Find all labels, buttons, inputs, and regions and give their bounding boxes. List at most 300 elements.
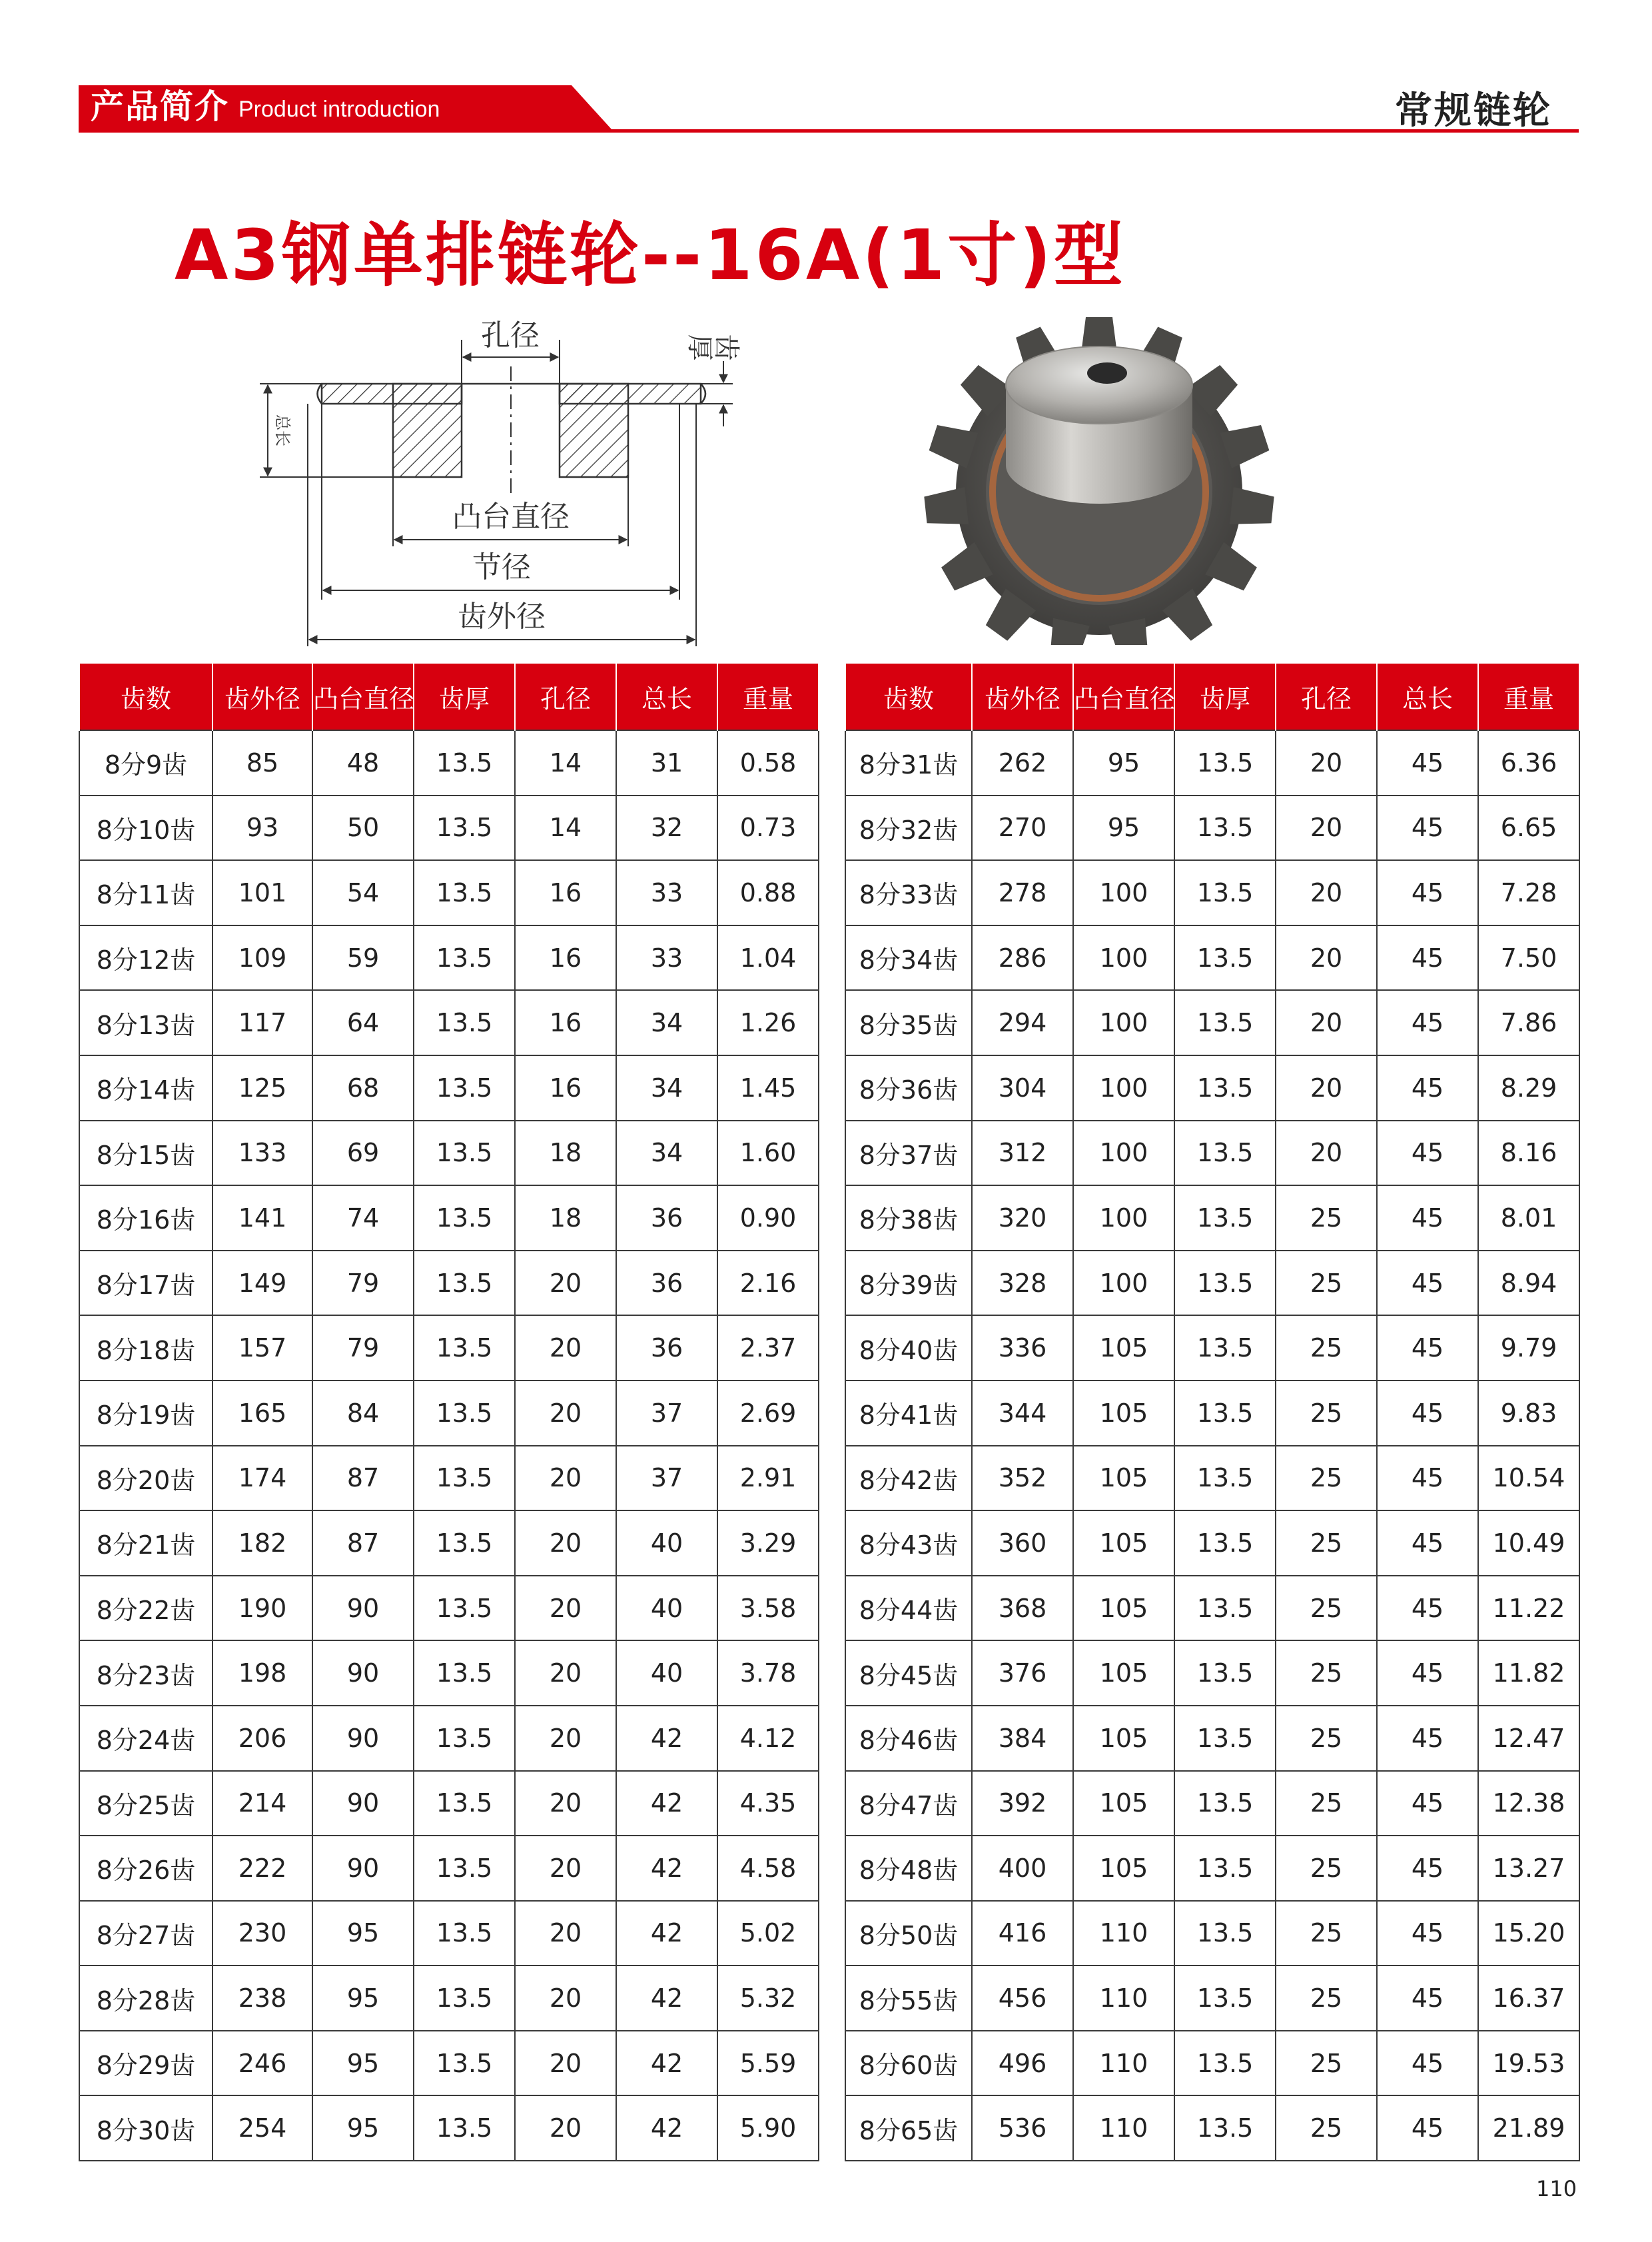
cell-weight: 13.27 <box>1478 1836 1579 1901</box>
cell-hole-diameter: 20 <box>1276 1121 1377 1186</box>
cell-weight: 8.01 <box>1478 1185 1579 1251</box>
cell-outer-diameter: 93 <box>212 796 312 861</box>
cell-total-length: 36 <box>616 1185 717 1251</box>
cell-hub-diameter: 105 <box>1073 1836 1174 1901</box>
cell-hub-diameter: 110 <box>1073 2031 1174 2096</box>
cell-tooth-count: 8分10齿 <box>79 796 212 861</box>
table-row <box>79 860 819 925</box>
cell-weight: 1.26 <box>717 990 819 1055</box>
cell-tooth-count: 8分39齿 <box>845 1251 972 1316</box>
cell-outer-diameter: 149 <box>212 1251 312 1316</box>
cell-hole-diameter: 20 <box>1276 796 1377 861</box>
cell-hub-diameter: 69 <box>312 1121 414 1186</box>
cell-total-length: 34 <box>616 1121 717 1186</box>
cell-outer-diameter: 336 <box>972 1315 1073 1381</box>
cell-weight: 21.89 <box>1478 2095 1579 2161</box>
cell-weight: 5.59 <box>717 2031 819 2096</box>
cell-outer-diameter: 254 <box>212 2095 312 2161</box>
table-row <box>845 1706 1579 1771</box>
cell-outer-diameter: 328 <box>972 1251 1073 1316</box>
cell-total-length: 33 <box>616 925 717 991</box>
cell-total-length: 45 <box>1377 1121 1478 1186</box>
cell-total-length: 45 <box>1377 2095 1478 2161</box>
header-tooth-count: 齿数 <box>845 664 972 730</box>
cell-total-length: 45 <box>1377 1315 1478 1381</box>
cell-hub-diameter: 95 <box>312 2095 414 2161</box>
cell-weight: 8.94 <box>1478 1251 1579 1316</box>
cell-tooth-count: 8分43齿 <box>845 1510 972 1576</box>
table-row <box>845 1901 1579 1966</box>
cell-tooth-thickness: 13.5 <box>414 2031 515 2096</box>
cell-hub-diameter: 100 <box>1073 860 1174 925</box>
cell-hub-diameter: 90 <box>312 1640 414 1706</box>
cell-total-length: 45 <box>1377 1706 1478 1771</box>
cell-outer-diameter: 376 <box>972 1640 1073 1706</box>
table-row <box>845 1381 1579 1446</box>
cell-outer-diameter: 125 <box>212 1055 312 1121</box>
header-section-cn: 产品简介 <box>91 87 229 126</box>
table-row <box>79 730 819 796</box>
cell-hub-diameter: 90 <box>312 1771 414 1836</box>
cell-total-length: 45 <box>1377 1055 1478 1121</box>
cell-hole-diameter: 20 <box>1276 730 1377 796</box>
cell-outer-diameter: 206 <box>212 1706 312 1771</box>
cell-total-length: 42 <box>616 1965 717 2031</box>
cell-tooth-count: 8分38齿 <box>845 1185 972 1251</box>
cell-total-length: 42 <box>616 2095 717 2161</box>
cell-tooth-thickness: 13.5 <box>1174 2095 1276 2161</box>
spec-table-left <box>79 664 819 2161</box>
cell-outer-diameter: 278 <box>972 860 1073 925</box>
cell-outer-diameter: 344 <box>972 1381 1073 1446</box>
cell-total-length: 45 <box>1377 1251 1478 1316</box>
label-pitch-diameter: 节径 <box>472 550 531 584</box>
cell-tooth-thickness: 13.5 <box>1174 730 1276 796</box>
cell-outer-diameter: 230 <box>212 1901 312 1966</box>
cell-total-length: 42 <box>616 1836 717 1901</box>
cell-tooth-thickness: 13.5 <box>1174 1381 1276 1446</box>
cell-tooth-count: 8分41齿 <box>845 1381 972 1446</box>
cell-hole-diameter: 25 <box>1276 1251 1377 1316</box>
cell-tooth-thickness: 13.5 <box>414 796 515 861</box>
cell-tooth-thickness: 13.5 <box>1174 1185 1276 1251</box>
cell-hub-diameter: 90 <box>312 1576 414 1641</box>
header-outer-diameter: 齿外径 <box>972 664 1073 730</box>
cell-tooth-thickness: 13.5 <box>414 1185 515 1251</box>
header-hole-diameter: 孔径 <box>515 664 616 730</box>
cell-hole-diameter: 20 <box>515 1446 616 1511</box>
cell-tooth-thickness: 13.5 <box>1174 1965 1276 2031</box>
cell-tooth-count: 8分19齿 <box>79 1381 212 1446</box>
cell-tooth-thickness: 13.5 <box>414 1640 515 1706</box>
cell-hole-diameter: 20 <box>1276 925 1377 991</box>
cell-total-length: 45 <box>1377 1836 1478 1901</box>
cell-hole-diameter: 16 <box>515 990 616 1055</box>
cell-tooth-count: 8分47齿 <box>845 1771 972 1836</box>
cell-tooth-count: 8分27齿 <box>79 1901 212 1966</box>
cell-total-length: 45 <box>1377 796 1478 861</box>
cell-tooth-thickness: 13.5 <box>1174 925 1276 991</box>
cell-tooth-thickness: 13.5 <box>414 1836 515 1901</box>
cell-outer-diameter: 416 <box>972 1901 1073 1966</box>
cell-hub-diameter: 68 <box>312 1055 414 1121</box>
cell-tooth-count: 8分29齿 <box>79 2031 212 2096</box>
cell-hole-diameter: 25 <box>1276 2095 1377 2161</box>
cell-tooth-thickness: 13.5 <box>1174 2031 1276 2096</box>
cell-tooth-count: 8分20齿 <box>79 1446 212 1511</box>
cell-tooth-thickness: 13.5 <box>414 1965 515 2031</box>
cell-hub-diameter: 105 <box>1073 1446 1174 1511</box>
cell-hole-diameter: 20 <box>1276 1055 1377 1121</box>
cell-tooth-count: 8分25齿 <box>79 1771 212 1836</box>
cell-tooth-thickness: 13.5 <box>414 1576 515 1641</box>
cell-tooth-thickness: 13.5 <box>1174 1771 1276 1836</box>
cell-tooth-count: 8分34齿 <box>845 925 972 991</box>
cell-hole-diameter: 25 <box>1276 1381 1377 1446</box>
cell-total-length: 45 <box>1377 1965 1478 2031</box>
cell-total-length: 34 <box>616 990 717 1055</box>
cell-hub-diameter: 95 <box>312 1965 414 2031</box>
cell-weight: 6.36 <box>1478 730 1579 796</box>
cell-hub-diameter: 105 <box>1073 1315 1174 1381</box>
cell-outer-diameter: 182 <box>212 1510 312 1576</box>
table-row <box>845 2031 1579 2096</box>
cell-hole-diameter: 25 <box>1276 1965 1377 2031</box>
cell-hole-diameter: 25 <box>1276 1706 1377 1771</box>
cell-tooth-count: 8分22齿 <box>79 1576 212 1641</box>
cell-hole-diameter: 25 <box>1276 1576 1377 1641</box>
cell-hub-diameter: 95 <box>1073 730 1174 796</box>
cell-tooth-count: 8分26齿 <box>79 1836 212 1901</box>
cell-hub-diameter: 105 <box>1073 1576 1174 1641</box>
cell-tooth-count: 8分16齿 <box>79 1185 212 1251</box>
cell-total-length: 31 <box>616 730 717 796</box>
cell-tooth-count: 8分46齿 <box>845 1706 972 1771</box>
cell-tooth-thickness: 13.5 <box>414 1901 515 1966</box>
label-hole-diameter: 孔径 <box>481 318 540 352</box>
header-outer-diameter: 齿外径 <box>212 664 312 730</box>
cell-weight: 8.16 <box>1478 1121 1579 1186</box>
cell-hub-diameter: 74 <box>312 1185 414 1251</box>
header-tooth-thickness: 齿厚 <box>414 664 515 730</box>
cell-weight: 3.29 <box>717 1510 819 1576</box>
cell-outer-diameter: 456 <box>972 1965 1073 2031</box>
cell-hub-diameter: 100 <box>1073 990 1174 1055</box>
sprocket-bore <box>1087 362 1127 384</box>
cell-hole-diameter: 20 <box>1276 990 1377 1055</box>
cell-outer-diameter: 400 <box>972 1836 1073 1901</box>
cell-tooth-thickness: 13.5 <box>414 1315 515 1381</box>
cell-weight: 12.47 <box>1478 1706 1579 1771</box>
table-row <box>845 1055 1579 1121</box>
cell-hole-diameter: 25 <box>1276 1185 1377 1251</box>
cell-tooth-thickness: 13.5 <box>414 1446 515 1511</box>
cell-hole-diameter: 25 <box>1276 1315 1377 1381</box>
cell-total-length: 45 <box>1377 1381 1478 1446</box>
cell-outer-diameter: 101 <box>212 860 312 925</box>
cell-outer-diameter: 133 <box>212 1121 312 1186</box>
cell-hole-diameter: 20 <box>515 1381 616 1446</box>
cell-tooth-thickness: 13.5 <box>1174 1510 1276 1576</box>
cell-weight: 8.29 <box>1478 1055 1579 1121</box>
cell-outer-diameter: 85 <box>212 730 312 796</box>
cell-tooth-thickness: 13.5 <box>1174 796 1276 861</box>
table-row <box>845 1510 1579 1576</box>
cell-tooth-count: 8分55齿 <box>845 1965 972 2031</box>
header-total-length: 总长 <box>616 664 717 730</box>
cell-tooth-thickness: 13.5 <box>414 1121 515 1186</box>
page-title: A3钢单排链轮--16A(1寸)型 <box>175 215 1126 296</box>
cell-tooth-count: 8分60齿 <box>845 2031 972 2096</box>
sprocket-dimension-diagram <box>253 306 786 653</box>
cell-total-length: 45 <box>1377 2031 1478 2096</box>
cell-total-length: 37 <box>616 1446 717 1511</box>
cell-total-length: 45 <box>1377 1185 1478 1251</box>
cell-total-length: 45 <box>1377 860 1478 925</box>
cell-total-length: 45 <box>1377 1771 1478 1836</box>
table-row <box>845 1771 1579 1836</box>
cell-tooth-thickness: 13.5 <box>1174 1446 1276 1511</box>
table-row <box>79 1576 819 1641</box>
cell-hub-diameter: 105 <box>1073 1771 1174 1836</box>
cell-total-length: 37 <box>616 1381 717 1446</box>
cell-tooth-count: 8分32齿 <box>845 796 972 861</box>
label-total-length: 总长 <box>273 414 292 446</box>
cell-tooth-count: 8分33齿 <box>845 860 972 925</box>
cell-tooth-thickness: 13.5 <box>1174 990 1276 1055</box>
table-body-right <box>845 730 1579 2161</box>
cell-weight: 4.58 <box>717 1836 819 1901</box>
header-rule <box>79 129 1579 133</box>
cell-tooth-count: 8分12齿 <box>79 925 212 991</box>
cell-hole-diameter: 25 <box>1276 1901 1377 1966</box>
cell-weight: 1.04 <box>717 925 819 991</box>
cell-outer-diameter: 238 <box>212 1965 312 2031</box>
header-category: 常规链轮 <box>1395 89 1552 133</box>
cell-hub-diameter: 84 <box>312 1381 414 1446</box>
cell-hole-diameter: 20 <box>515 1965 616 2031</box>
cell-tooth-count: 8分40齿 <box>845 1315 972 1381</box>
cell-total-length: 40 <box>616 1510 717 1576</box>
cell-tooth-thickness: 13.5 <box>1174 1836 1276 1901</box>
cell-total-length: 42 <box>616 2031 717 2096</box>
cell-hub-diameter: 100 <box>1073 1055 1174 1121</box>
cell-tooth-count: 8分36齿 <box>845 1055 972 1121</box>
cell-tooth-count: 8分35齿 <box>845 990 972 1055</box>
cell-weight: 2.69 <box>717 1381 819 1446</box>
cell-tooth-count: 8分50齿 <box>845 1901 972 1966</box>
hub-right-section <box>560 384 628 477</box>
cell-tooth-thickness: 13.5 <box>1174 1901 1276 1966</box>
cell-tooth-thickness: 13.5 <box>1174 1251 1276 1316</box>
cell-hole-diameter: 18 <box>515 1121 616 1186</box>
cell-hole-diameter: 14 <box>515 796 616 861</box>
cell-weight: 0.90 <box>717 1185 819 1251</box>
cell-weight: 2.37 <box>717 1315 819 1381</box>
cell-total-length: 33 <box>616 860 717 925</box>
table-row <box>79 1510 819 1576</box>
cell-weight: 7.28 <box>1478 860 1579 925</box>
cell-tooth-thickness: 13.5 <box>414 1055 515 1121</box>
cell-hole-diameter: 25 <box>1276 1836 1377 1901</box>
cell-tooth-count: 8分28齿 <box>79 1965 212 2031</box>
cell-total-length: 40 <box>616 1576 717 1641</box>
cell-hole-diameter: 20 <box>1276 860 1377 925</box>
cell-tooth-count: 8分65齿 <box>845 2095 972 2161</box>
table-row <box>845 1315 1579 1381</box>
cell-total-length: 40 <box>616 1640 717 1706</box>
cell-hole-diameter: 16 <box>515 925 616 991</box>
sprocket-product-photo <box>866 312 1332 645</box>
cell-outer-diameter: 294 <box>972 990 1073 1055</box>
cell-tooth-thickness: 13.5 <box>1174 1055 1276 1121</box>
cell-tooth-thickness: 13.5 <box>414 730 515 796</box>
cell-tooth-count: 8分42齿 <box>845 1446 972 1511</box>
cell-total-length: 45 <box>1377 730 1478 796</box>
table-row <box>845 2095 1579 2161</box>
cell-tooth-count: 8分44齿 <box>845 1576 972 1641</box>
cell-weight: 12.38 <box>1478 1771 1579 1836</box>
cell-tooth-thickness: 13.5 <box>1174 1121 1276 1186</box>
cell-weight: 0.58 <box>717 730 819 796</box>
cell-total-length: 45 <box>1377 1576 1478 1641</box>
cell-tooth-count: 8分15齿 <box>79 1121 212 1186</box>
cell-weight: 19.53 <box>1478 2031 1579 2096</box>
label-tooth-thickness: 齿厚 <box>687 330 741 360</box>
cell-tooth-thickness: 13.5 <box>1174 1640 1276 1706</box>
cell-tooth-count: 8分13齿 <box>79 990 212 1055</box>
cell-weight: 11.22 <box>1478 1576 1579 1641</box>
cell-tooth-thickness: 13.5 <box>414 990 515 1055</box>
cell-outer-diameter: 270 <box>972 796 1073 861</box>
cell-hub-diameter: 95 <box>312 2031 414 2096</box>
cell-hub-diameter: 95 <box>1073 796 1174 861</box>
header-total-length: 总长 <box>1377 664 1478 730</box>
cell-hole-diameter: 20 <box>515 1771 616 1836</box>
cell-outer-diameter: 165 <box>212 1381 312 1446</box>
table-row <box>79 990 819 1055</box>
cell-hole-diameter: 20 <box>515 1576 616 1641</box>
table-row <box>845 1576 1579 1641</box>
table-row <box>845 1185 1579 1251</box>
cell-hole-diameter: 16 <box>515 860 616 925</box>
cell-tooth-thickness: 13.5 <box>414 925 515 991</box>
cell-weight: 9.83 <box>1478 1381 1579 1446</box>
table-row <box>79 1121 819 1186</box>
table-row <box>79 2095 819 2161</box>
cell-tooth-thickness: 13.5 <box>1174 860 1276 925</box>
cell-outer-diameter: 198 <box>212 1640 312 1706</box>
cell-hole-diameter: 14 <box>515 730 616 796</box>
cell-weight: 4.35 <box>717 1771 819 1836</box>
cell-outer-diameter: 286 <box>972 925 1073 991</box>
cell-weight: 10.49 <box>1478 1510 1579 1576</box>
cell-tooth-count: 8分45齿 <box>845 1640 972 1706</box>
table-row <box>79 1315 819 1381</box>
cell-tooth-thickness: 13.5 <box>414 1771 515 1836</box>
cell-total-length: 45 <box>1377 925 1478 991</box>
table-row <box>79 1251 819 1316</box>
cell-hub-diameter: 79 <box>312 1315 414 1381</box>
cell-total-length: 42 <box>616 1706 717 1771</box>
page-number: 110 <box>1536 2176 1577 2201</box>
cell-weight: 3.78 <box>717 1640 819 1706</box>
cell-total-length: 36 <box>616 1315 717 1381</box>
cell-weight: 0.73 <box>717 796 819 861</box>
cell-hole-diameter: 25 <box>1276 1640 1377 1706</box>
cell-hole-diameter: 20 <box>515 2095 616 2161</box>
cell-tooth-thickness: 13.5 <box>414 2095 515 2161</box>
cell-tooth-thickness: 13.5 <box>1174 1576 1276 1641</box>
cell-weight: 5.90 <box>717 2095 819 2161</box>
cell-outer-diameter: 352 <box>972 1446 1073 1511</box>
cell-weight: 15.20 <box>1478 1901 1579 1966</box>
cell-hub-diameter: 50 <box>312 796 414 861</box>
cell-weight: 6.65 <box>1478 796 1579 861</box>
table-row <box>79 1640 819 1706</box>
cell-tooth-count: 8分23齿 <box>79 1640 212 1706</box>
cell-tooth-count: 8分17齿 <box>79 1251 212 1316</box>
cell-outer-diameter: 368 <box>972 1576 1073 1641</box>
table-row <box>79 1185 819 1251</box>
cell-tooth-count: 8分31齿 <box>845 730 972 796</box>
cell-tooth-count: 8分21齿 <box>79 1510 212 1576</box>
cell-hole-diameter: 25 <box>1276 1771 1377 1836</box>
cell-hole-diameter: 25 <box>1276 1510 1377 1576</box>
table-row <box>845 796 1579 861</box>
cell-weight: 9.79 <box>1478 1315 1579 1381</box>
cell-outer-diameter: 384 <box>972 1706 1073 1771</box>
cell-hole-diameter: 25 <box>1276 2031 1377 2096</box>
header-weight: 重量 <box>1478 664 1579 730</box>
cell-hole-diameter: 18 <box>515 1185 616 1251</box>
table-row <box>79 1381 819 1446</box>
cell-hub-diameter: 87 <box>312 1510 414 1576</box>
cell-hole-diameter: 20 <box>515 1510 616 1576</box>
cell-weight: 2.16 <box>717 1251 819 1316</box>
cell-weight: 1.45 <box>717 1055 819 1121</box>
cell-hole-diameter: 20 <box>515 1706 616 1771</box>
table-row <box>79 1706 819 1771</box>
table-row <box>79 1771 819 1836</box>
cell-hub-diameter: 110 <box>1073 1965 1174 2031</box>
cell-hub-diameter: 105 <box>1073 1381 1174 1446</box>
cell-weight: 7.86 <box>1478 990 1579 1055</box>
table-row <box>79 1965 819 2031</box>
header-weight: 重量 <box>717 664 819 730</box>
hub-left-section <box>393 384 462 477</box>
table-row <box>845 730 1579 796</box>
cell-hole-diameter: 16 <box>515 1055 616 1121</box>
cell-total-length: 32 <box>616 796 717 861</box>
header-section-label <box>91 87 440 127</box>
cell-total-length: 45 <box>1377 1901 1478 1966</box>
label-outer-diameter: 齿外径 <box>458 600 546 634</box>
cell-hub-diameter: 105 <box>1073 1640 1174 1706</box>
table-row <box>845 1836 1579 1901</box>
cell-tooth-count: 8分30齿 <box>79 2095 212 2161</box>
header-tooth-count: 齿数 <box>79 664 212 730</box>
cell-hub-diameter: 100 <box>1073 1251 1174 1316</box>
cell-total-length: 45 <box>1377 990 1478 1055</box>
sprocket-hub <box>1006 346 1192 504</box>
table-row <box>845 990 1579 1055</box>
cell-weight: 16.37 <box>1478 1965 1579 2031</box>
cell-hub-diameter: 105 <box>1073 1510 1174 1576</box>
cell-hub-diameter: 79 <box>312 1251 414 1316</box>
cell-tooth-count: 8分11齿 <box>79 860 212 925</box>
table-row <box>845 1121 1579 1186</box>
